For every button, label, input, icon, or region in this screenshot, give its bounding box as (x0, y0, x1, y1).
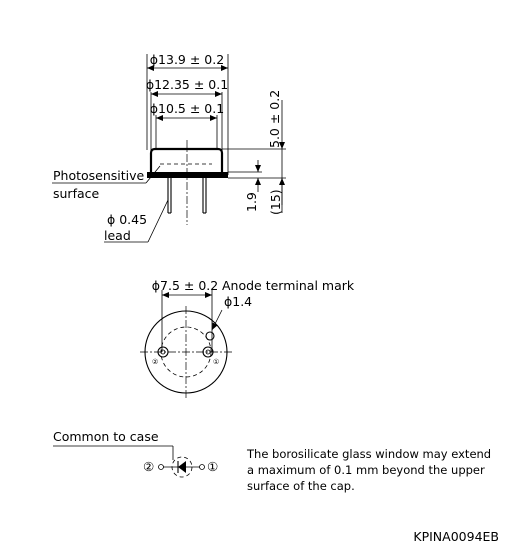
flange (147, 172, 228, 178)
dim-inner-diameter: ϕ10.5 ± 0.1 (149, 101, 225, 116)
label-common-to-case: Common to case (53, 429, 159, 444)
schematic (53, 429, 218, 477)
note-line-3: surface of the cap. (247, 479, 355, 493)
note-line-1: The borosilicate glass window may extend (247, 447, 492, 461)
pin-1-label: ① (213, 358, 220, 366)
dim-height: 5.0 ± 0.2 (267, 89, 282, 148)
label-lead-diameter: ϕ 0.45 (107, 212, 148, 227)
terminal-1: ① (207, 459, 219, 474)
label-anode-mark: Anode terminal mark (222, 278, 355, 293)
label-lead: lead (104, 228, 131, 243)
side-view (52, 52, 286, 243)
label-photosensitive-1: Photosensitive (53, 168, 145, 183)
dim-lead-length: (15) (268, 189, 283, 215)
dim-pin-circle: ϕ7.5 ± 0.2 (151, 278, 219, 293)
pin-2-label: ② (152, 358, 159, 366)
bottom-view (140, 278, 355, 398)
drawing-code: KPINA0094EB (413, 529, 499, 544)
dim-anode-mark: ϕ1.4 (224, 294, 253, 309)
label-photosensitive-2: surface (53, 186, 100, 201)
note-line-2: a maximum of 0.1 mm beyond the upper (247, 463, 485, 477)
note (246, 447, 491, 493)
cap-body (151, 149, 222, 172)
terminal-2: ② (143, 459, 155, 474)
dim-outer-diameter: ϕ13.9 ± 0.2 (149, 52, 225, 67)
dim-mid-diameter: ϕ12.35 ± 0.1 (145, 77, 229, 92)
dim-flange-thickness: 1.9 (244, 192, 259, 212)
anode-mark-dot (206, 332, 214, 340)
